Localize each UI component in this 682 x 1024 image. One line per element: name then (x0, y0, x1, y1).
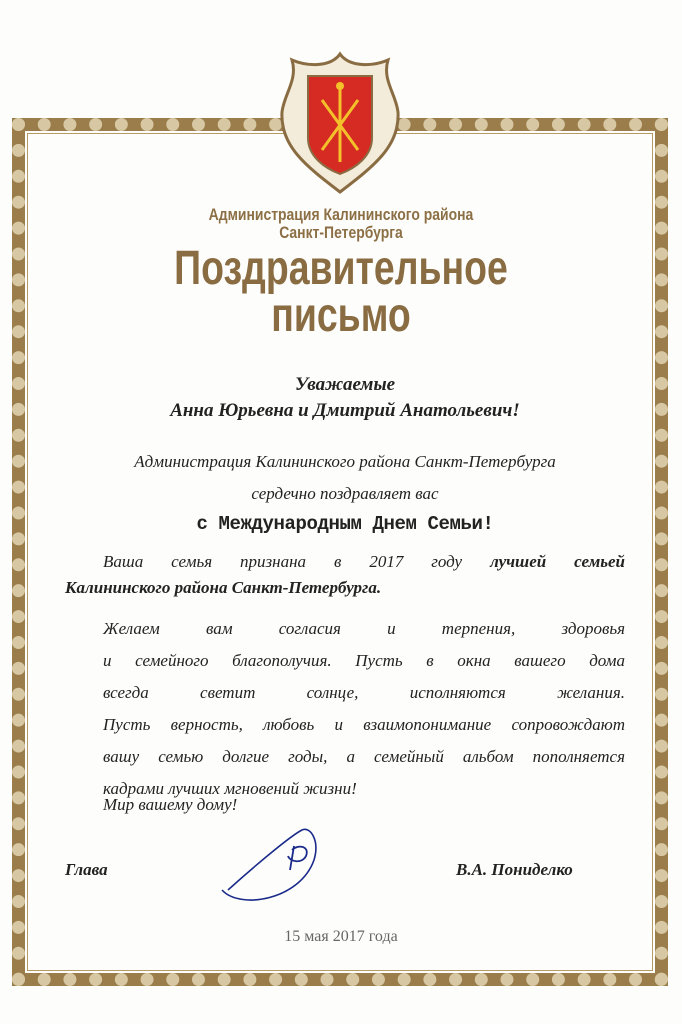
signatory-position: Глава (65, 860, 108, 879)
holiday-heading: с Международным Днем Семьи! (196, 513, 494, 535)
title-line2: письмо (271, 289, 411, 342)
wishes-line: и семейного благополучия. Пусть в окна вашего дома (103, 651, 625, 670)
wishes-paragraph (65, 613, 625, 805)
recognition-highlight: лучшей семьей (490, 552, 625, 571)
greeting-line2: Анна Юрьевна и Дмитрий Анатольевич! (170, 400, 520, 421)
wishes-line: Пусть верность, любовь и взаимопонимание сопровождают (103, 715, 625, 734)
wishes-line: Желаем вам согласия и терпения, здоровья (103, 619, 625, 638)
closing-line: Мир вашему дому! (103, 795, 238, 814)
signatory-name: В.А. Пониделко (456, 860, 573, 879)
coat-of-arms-emblem (278, 50, 402, 196)
recognition-line2: Калининского района Санкт-Петербурга. (65, 578, 382, 597)
recognition-line1 (65, 546, 625, 578)
letter-date: 15 мая 2017 года (284, 928, 398, 945)
title-line1: Поздравительное (174, 242, 508, 295)
recognition-text: Ваша семья признана в 2017 году (103, 552, 491, 571)
greeting-line1: Уважаемые (294, 374, 396, 395)
intro-line2: сердечно поздравляет вас (251, 484, 439, 503)
org-name-line2: Санкт-Петербурга (279, 223, 403, 242)
wishes-line: вашу семью долгие годы, а семейный альбом пополняется (103, 747, 625, 766)
wishes-line: кадрами лучших мгновений жизни! (103, 779, 357, 798)
org-name-line1: Администрация Калининского района (208, 205, 474, 224)
intro-line1: Администрация Калининского района Санкт-Петербурга (134, 452, 556, 471)
wishes-line: всегда светит солнце, исполняются желания. (103, 683, 625, 702)
handwritten-signature (210, 820, 330, 910)
